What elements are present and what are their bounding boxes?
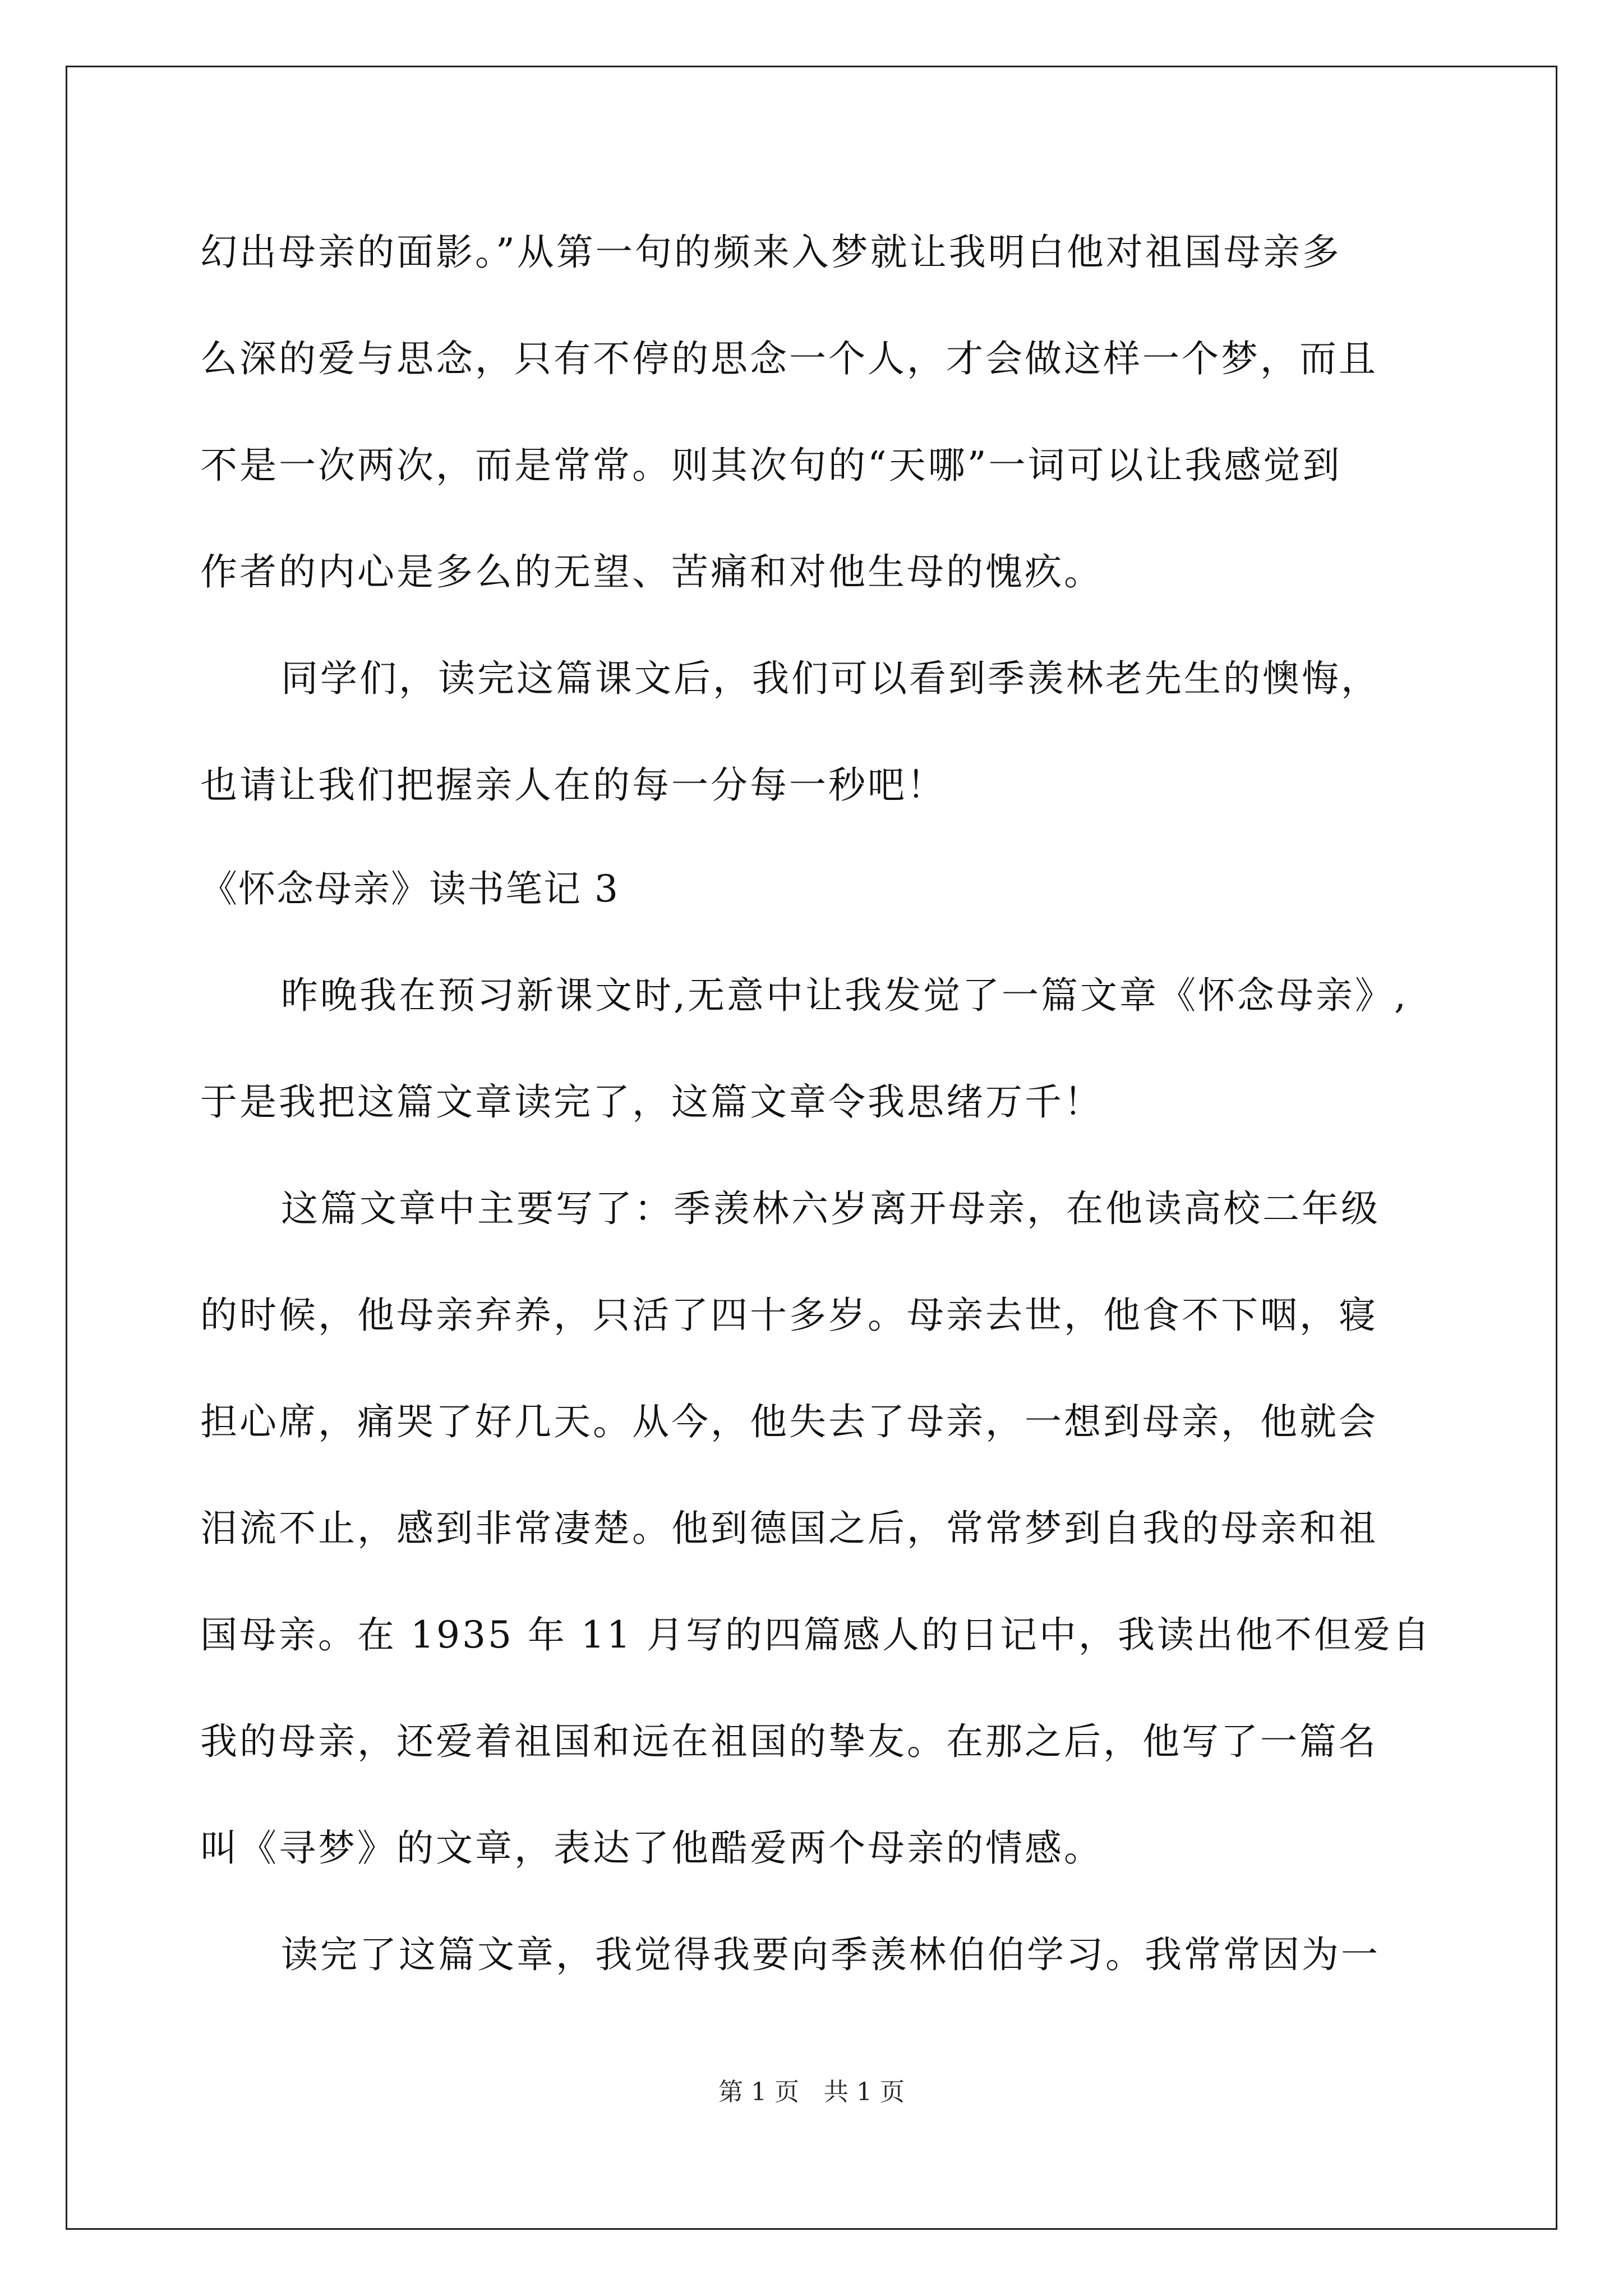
text-line: 同学们，读完这篇课文后，我们可以看到季羡林老先生的懊悔，	[281, 657, 1380, 700]
text-line: 于是我把这篇文章读完了，这篇文章令我思绪万千！	[200, 1080, 1103, 1124]
text-line: 我的母亲，还爱着祖国和远在祖国的挚友。在那之后，他写了一篇名	[200, 1720, 1378, 1763]
text-line: 作者的内心是多么的无望、苦痛和对他生母的愧疚。	[200, 550, 1103, 593]
text-line: 的时候，他母亲弃养，只活了四十多岁。母亲去世，他食不下咽，寝	[200, 1294, 1378, 1337]
text-line: 读完了这篇文章，我觉得我要向季羡林伯伯学习。我常常因为一	[281, 1933, 1380, 1976]
text-line: 么深的爱与思念，只有不停的思念一个人，才会做这样一个梦，而且	[200, 337, 1378, 380]
text-line: 泪流不止，感到非常凄楚。他到德国之后，常常梦到自我的母亲和祖	[200, 1507, 1378, 1550]
text-line: 不是一次两次，而是常常。则其次句的“天哪”一词可以让我感觉到	[200, 444, 1342, 487]
page-footer: 第 1 页 共 1 页	[718, 2078, 905, 2106]
text-line: 幻出母亲的面影。”从第一句的频来入梦就让我明白他对祖国母亲多	[200, 231, 1341, 274]
section-heading: 《怀念母亲》读书笔记 3	[200, 867, 619, 910]
text-line: 担心席，痛哭了好几天。从今，他失去了母亲，一想到母亲，他就会	[200, 1400, 1378, 1443]
text-line: 也请让我们把握亲人在的每一分每一秒吧！	[200, 763, 946, 807]
text-line: 昨晚我在预习新课文时,无意中让我发觉了一篇文章《怀念母亲》,	[281, 974, 1408, 1017]
text-line: 国母亲。在 1935 年 11 月写的四篇感人的日记中，我读出他不但爱自	[200, 1613, 1432, 1657]
text-line: 叫《寻梦》的文章，表达了他酷爱两个母亲的情感。	[200, 1826, 1103, 1870]
text-line: 这篇文章中主要写了：季羡林六岁离开母亲，在他读高校二年级	[281, 1187, 1380, 1230]
